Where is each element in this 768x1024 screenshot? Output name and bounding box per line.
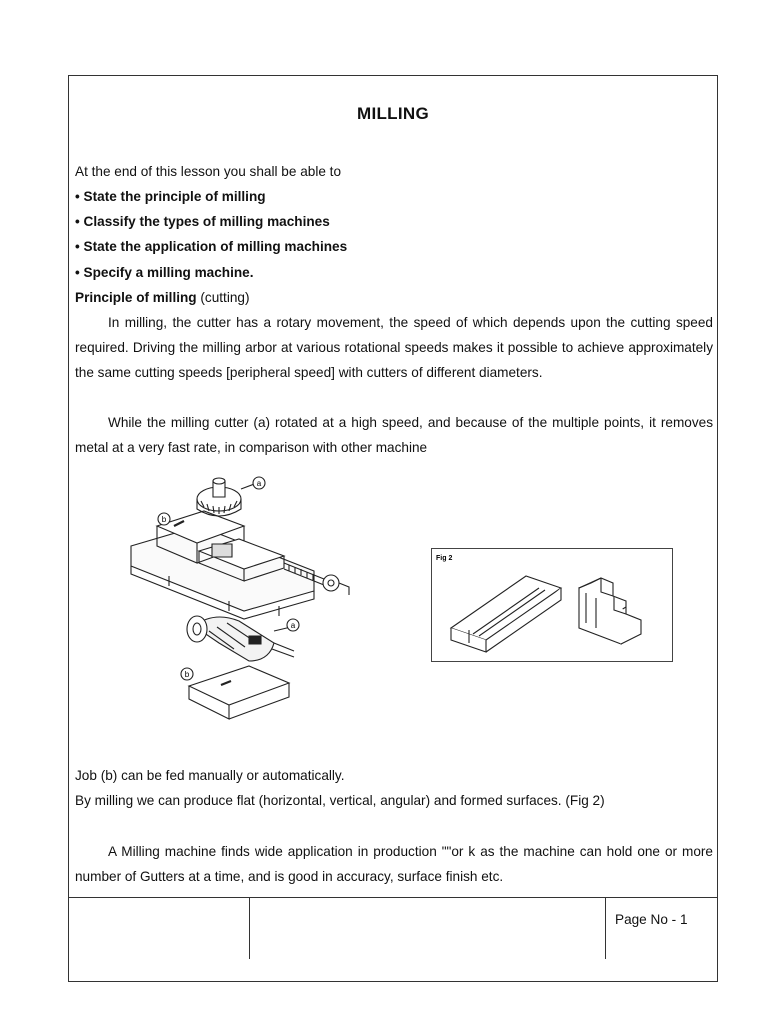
- objective-item: • Specify a milling machine.: [75, 265, 254, 280]
- surfaces-line: By milling we can produce flat (horizontal, vertical, angular) and formed surfaces. (Fig 2): [75, 793, 605, 808]
- figure-2-label: Fig 2: [436, 555, 453, 562]
- objective-item: • State the principle of milling: [75, 189, 266, 204]
- paragraph-principle-text: In milling, the cutter has a rotary movement, the speed of which depends upon the cutting speed required. Driving the milling arbor at various rotational speeds makes it possible to achieve approximately the same cutting speeds [peripheral speed] with cutters of different diameters.: [75, 315, 713, 380]
- principle-heading: Principle of milling: [75, 290, 197, 305]
- footer-column-divider: [249, 897, 250, 959]
- paragraph-cutter: [75, 410, 713, 460]
- objective-item: • State the application of milling machines: [75, 239, 348, 254]
- footer-divider: [69, 897, 717, 898]
- paragraph-principle: [75, 310, 713, 385]
- figure-2: [431, 548, 673, 663]
- paragraph-application-text: A Milling machine finds wide application in production ""or k as the machine can hold one or more number of Gutters at a time, and is good in accuracy, surface finish etc.: [75, 844, 713, 884]
- label-a: a: [256, 479, 262, 488]
- objective-item: • Classify the types of milling machines: [75, 214, 330, 229]
- job-feed-line: Job (b) can be fed manually or automatically.: [75, 768, 345, 783]
- page-number: Page No - 1: [615, 912, 688, 927]
- principle-subheading: (cutting): [196, 290, 250, 305]
- page-title: MILLING: [357, 104, 429, 123]
- label-b: b: [161, 515, 167, 524]
- label-b: b: [184, 670, 190, 679]
- paragraph-cutter-text: While the milling cutter (a) rotated at a high speed, and because of the multiple points, it removes metal at a very fast rate, in comparison with other machine: [75, 415, 713, 455]
- label-a: a: [290, 621, 296, 630]
- principle-heading-line: [75, 285, 713, 310]
- intro-text: At the end of this lesson you shall be able to: [75, 164, 342, 179]
- document-frame: [68, 75, 718, 982]
- paragraph-application: [75, 839, 713, 889]
- milling-setup-figure: [109, 471, 369, 721]
- footer-column-divider: [605, 897, 606, 959]
